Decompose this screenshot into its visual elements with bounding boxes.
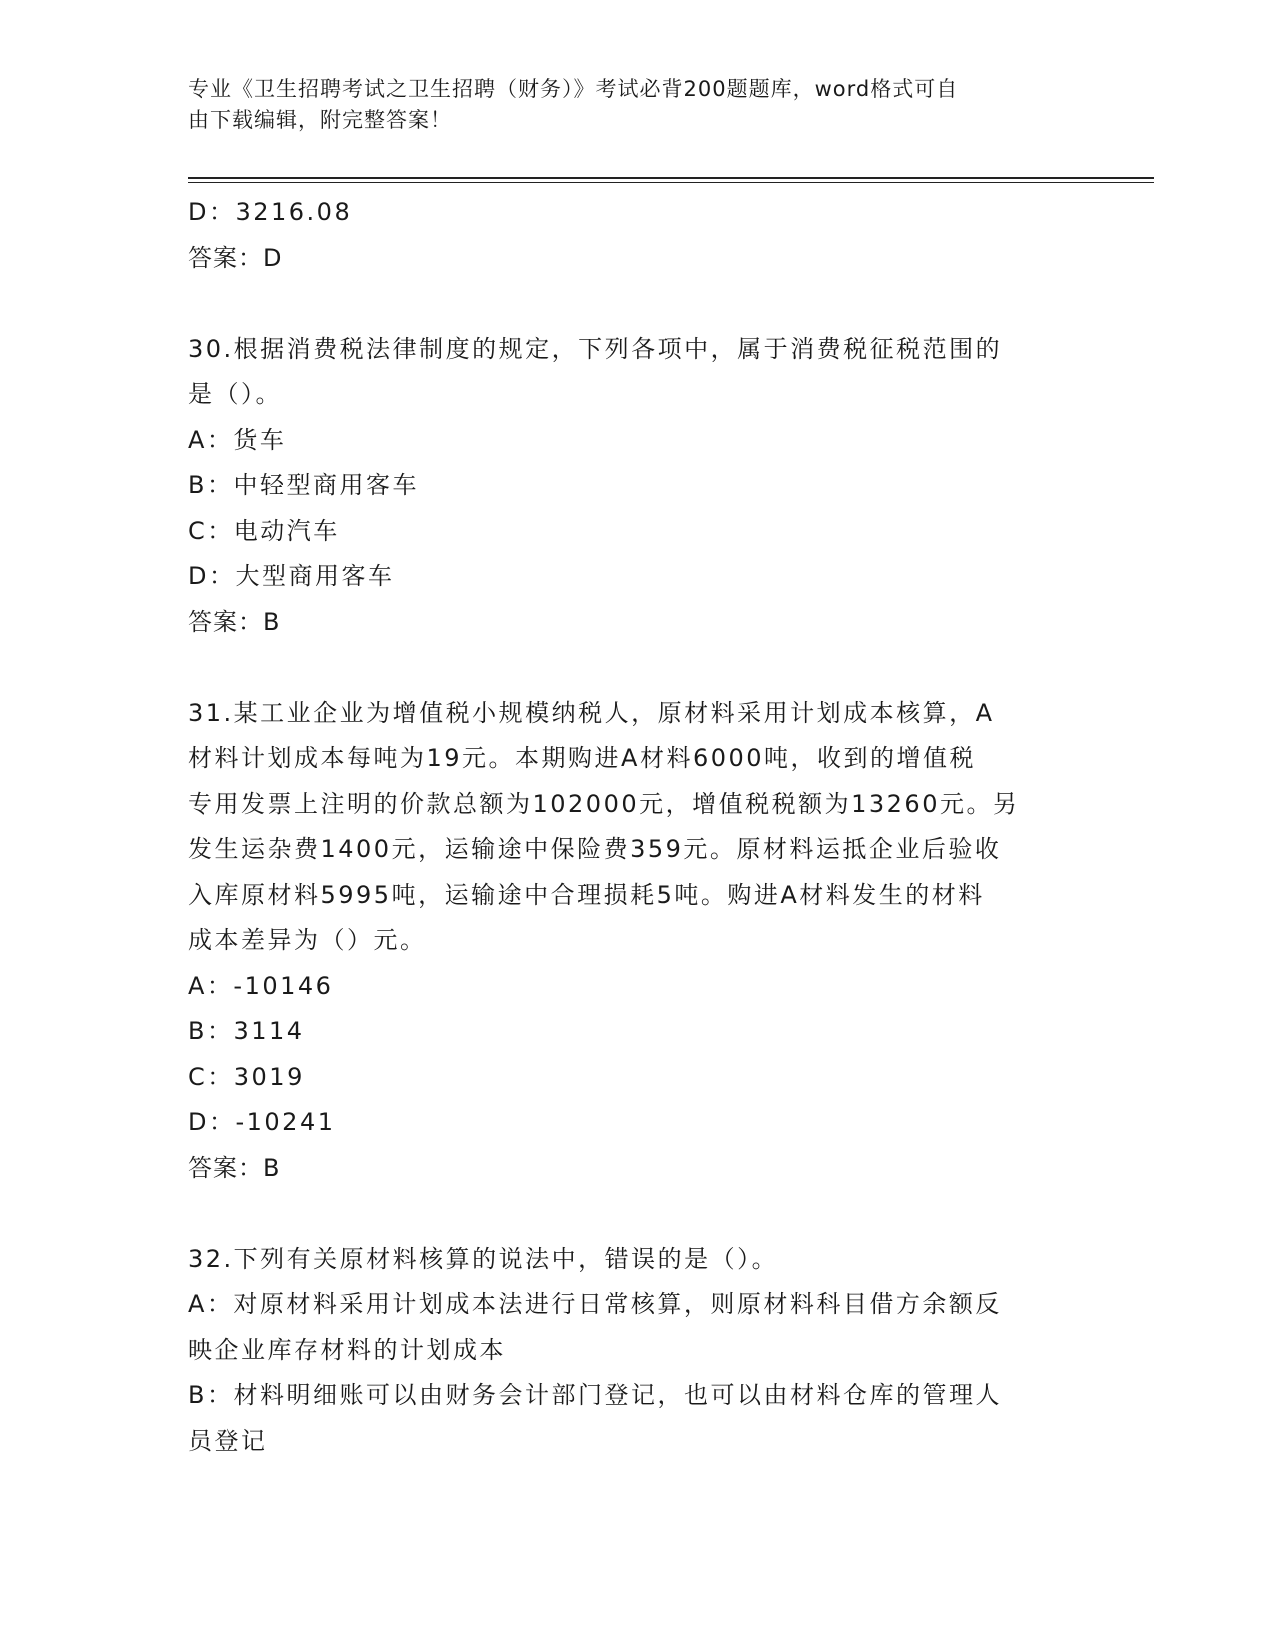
question-31-option-a: A：-10146 [188,971,334,1000]
question-31-stem-line-1: 31.某工业企业为增值税小规模纳税人，原材料采用计划成本核算，A [188,698,995,727]
header-divider-thick [188,177,1154,179]
header-title-line-2: 由下载编辑，附完整答案！ [188,108,452,132]
question-31-stem-line-5: 入库原材料5995吨，运输途中合理损耗5吨。购进A材料发生的材料 [188,880,985,909]
question-31-stem-line-4: 发生运杂费1400元，运输途中保险费359元。原材料运抵企业后验收 [188,835,1002,863]
question-30-stem-line-2: 是（）。 [188,380,282,408]
question-29-answer: 答案：D [188,243,283,272]
question-31 [188,691,1078,1192]
question-31-option-c: C：3019 [188,1062,305,1091]
document-header [188,74,1068,136]
question-31-stem-line-6: 成本差异为（）元。 [188,926,427,954]
question-32-stem-line-1: 32.下列有关原材料核算的说法中，错误的是（）。 [188,1244,779,1273]
question-29-tail [188,190,1078,281]
header-title-line-1: 专业《卫生招聘考试之卫生招聘（财务）》考试必背200题题库，word格式可自 [188,77,959,101]
question-31-stem-line-2: 材料计划成本每吨为19元。本期购进A材料6000吨，收到的增值税 [188,744,977,772]
question-30-stem-line-1: 30.根据消费税法律制度的规定，下列各项中，属于消费税征税范围的 [188,334,1003,363]
question-31-stem-line-3: 专用发票上注明的价款总额为102000元，增值税税额为13260元。另 [188,789,1020,818]
header-divider-thin [188,182,1154,183]
question-31-option-d: D：-10241 [188,1108,336,1136]
question-32-option-b-line-1: B：材料明细账可以由财务会计部门登记，也可以由材料仓库的管理人 [188,1381,1002,1409]
question-32-option-a-line-2: 映企业库存材料的计划成本 [188,1335,506,1364]
question-30-option-a: A：货车 [188,425,287,454]
question-31-answer: 答案：B [188,1153,281,1182]
question-30-option-c: C：电动汽车 [188,516,340,545]
question-30-option-b: B：中轻型商用客车 [188,471,419,499]
question-31-option-b: B：3114 [188,1017,305,1045]
question-30 [188,327,1078,646]
question-32 [188,1237,1078,1465]
question-32-option-a-line-1: A：对原材料采用计划成本法进行日常核算，则原材料科目借方余额反 [188,1290,1002,1318]
question-29-option-d: D：3216.08 [188,198,353,226]
spacer [188,1191,1078,1237]
question-30-answer: 答案：B [188,607,281,636]
question-30-option-d: D：大型商用客车 [188,562,395,590]
spacer [188,645,1078,691]
question-32-option-b-line-2: 员登记 [188,1426,268,1455]
spacer [188,281,1078,327]
question-content [188,190,1078,1464]
